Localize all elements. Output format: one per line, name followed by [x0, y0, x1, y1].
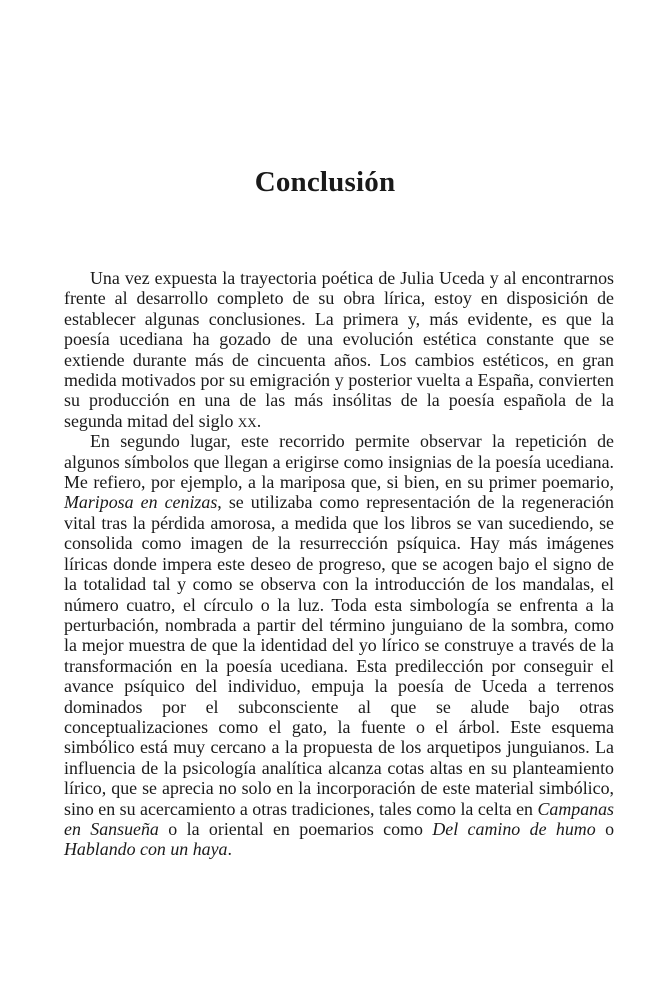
book-title-mariposa-en-cenizas: Mariposa en cenizas	[64, 492, 218, 513]
paragraph-2-segment: o la oriental en poemarios como	[158, 818, 433, 839]
paragraph-1-century: xx	[237, 410, 257, 431]
chapter-title: Conclusión	[254, 166, 396, 198]
paragraph-2-segment: , se utilizaba como representación de la regeneración vital tras la pérdida amorosa, a medida que los libros se van sucediendo, se consolida como imagen de la resurrección psíquica. Hay más imágenes líricas donde impera este deseo de progreso, que se acogen bajo el signo de la totalidad tal y como se observa con la introducción de los mandalas, el número cuatro, el círculo o la luz. Toda esta simbología se enfrenta a la perturbación, nombrada a partir del término junguiano de la sombra, como la mejor muestra de que la identidad del yo lírico se construye a través de la transformación en la poesía ucediana. Esta predilección por conseguir el avance psíquico del individuo, empuja la poesía de Uceda a terrenos dominados por el subconsciente al que se alude bajo otras conceptualizaciones como el gato, la fuente o el árbol. Este esquema simbólico está muy cercano a la propuesta de los arquetipos junguianos. La influencia de la psicología analítica alcanza cotas altas en su planteamiento lírico, que se aprecia no solo en la incorporación de este material simbólico, sino en su acercamiento a otras tradiciones, tales como la celta en	[64, 492, 614, 819]
book-title-campanas-en-sansuena: Campanas en Sansueña	[64, 798, 614, 839]
paragraph-2-segment: En segundo lugar, este recorrido permite observar la repetición de algunos símbolos que llegan a erigirse como insignias de la poesía ucediana. Me refiero, por ejemplo, a la mariposa que, si bien, en su primer poemario,	[64, 431, 614, 493]
paragraph-2	[64, 431, 614, 860]
book-title-del-camino-de-humo: Del camino de humo	[432, 818, 596, 839]
paragraph-1	[64, 268, 614, 431]
book-title-hablando-con-un-haya: Hablando con un haya	[64, 839, 228, 860]
paragraph-1-segment: Una vez expuesta la trayectoria poética de Julia Uceda y al encontrarnos frente al desarrollo completo de su obra lírica, estoy en disposición de establecer algunas conclusiones. La primera y, más evidente, es que la poesía ucediana ha gozado de una evolución estética constante que se extiende durante más de cincuenta años. Los cambios estéticos, en gran medida motivados por su emigración y posterior vuelta a España, convierten su producción en una de las más insólitas de la poesía española de la segunda mitad del siglo	[64, 268, 614, 431]
paragraph-2-segment: o	[595, 818, 615, 839]
paragraph-2-segment: .	[227, 839, 232, 860]
body-text	[64, 268, 614, 860]
paragraph-1-segment: .	[256, 410, 262, 431]
